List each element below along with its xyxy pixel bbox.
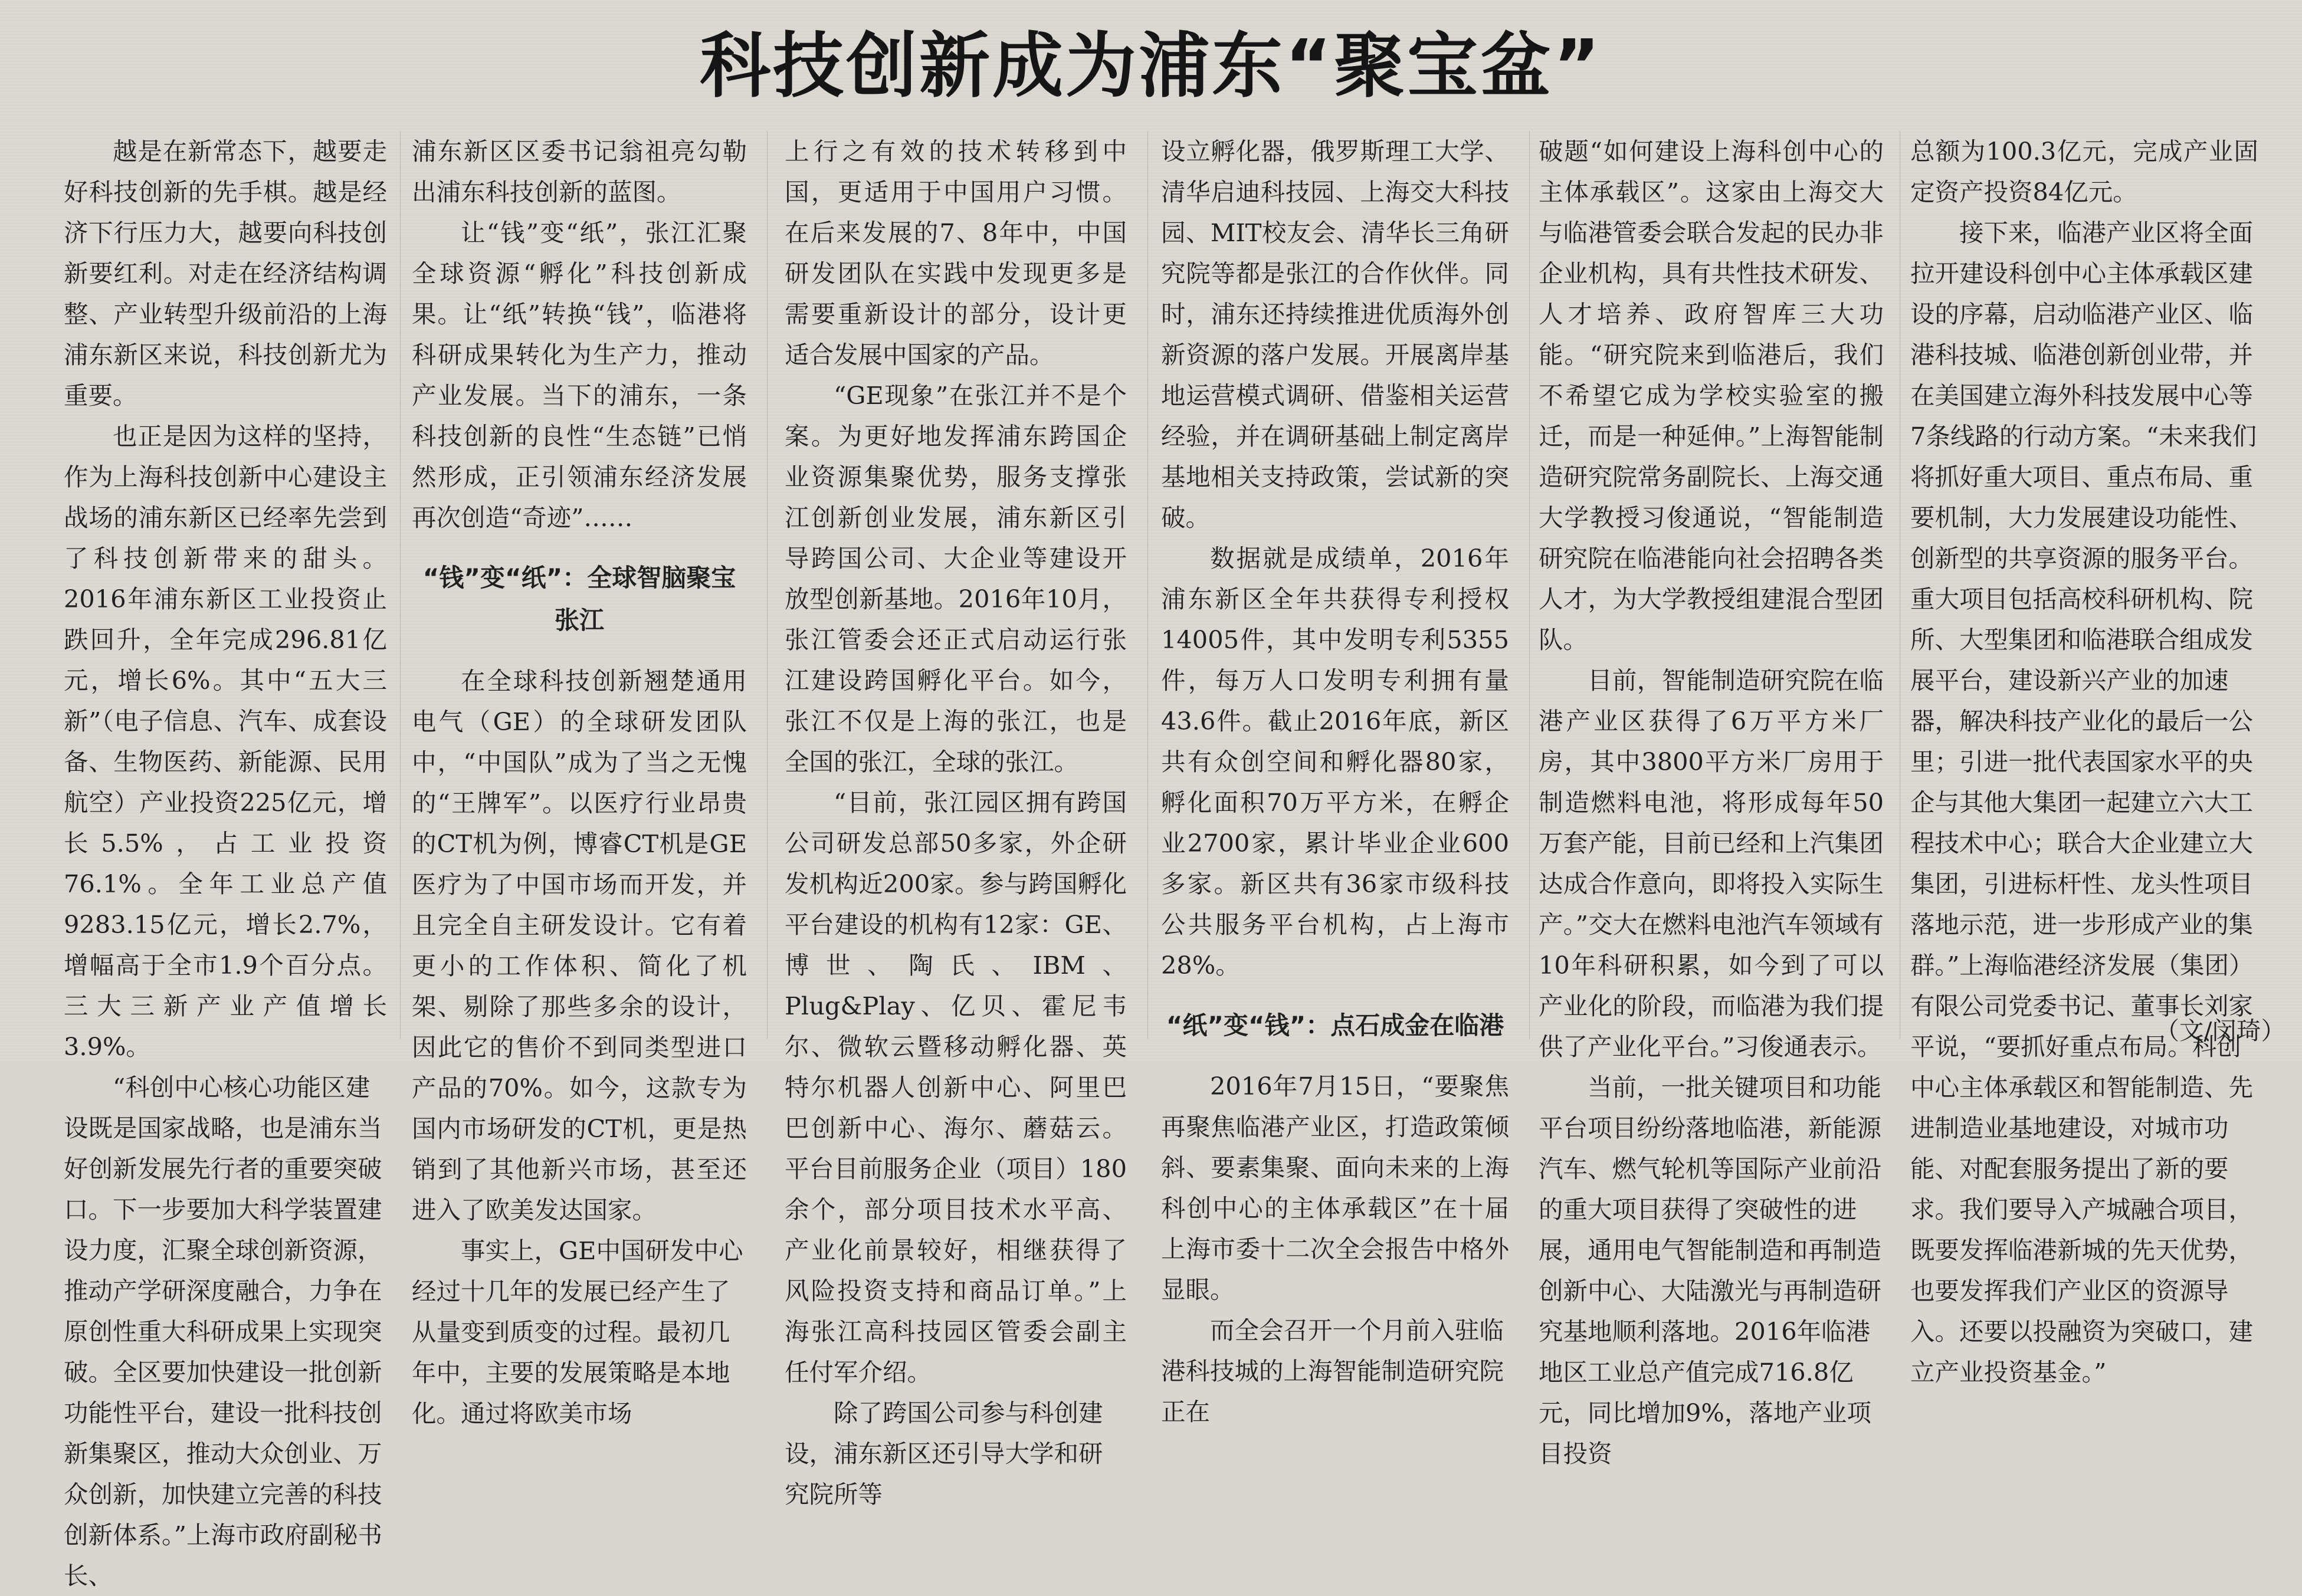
paragraph: “目前，张江园区拥有跨国公司研发总部50多家，外企研发机构近200家。参与跨国孵化平台建设的机构有12家：GE、博世、陶氏、IBM、Plug&Play、亿贝、霍尼韦尔、微软云暨移动孵化器、英特尔机器人创新中心、阿里巴巴创新中心、海尔、蘑菇云。平台目前服务企业（项目）180余个，部分项目技术水平高、产业化前景较好，相继获得了风险投资支持和商品订单。”上海张江高科技园区管委会副主任付军介绍。 bbox=[785, 788, 1127, 1387]
paragraph: 而全会召开一个月前入驻临港科技城的上海智能制造研究院正在 bbox=[1161, 1316, 1504, 1426]
section-subhead: “钱”变“纸”：全球智脑聚宝张江 bbox=[422, 563, 736, 635]
paragraph: 设立孵化器，俄罗斯理工大学、清华启迪科技园、上海交大科技园、MIT校友会、清华长三角研究院等都是张江的合作伙伴。同时，浦东还持续推进优质海外创新资源的落户发展。开展离岸基地运营模式调研、借鉴相关运营经验，并在调研基础上制定离岸基地相关支持政策，尝试新的突破。 bbox=[1161, 137, 1509, 532]
paragraph: 让“钱”变“纸”，张江汇聚全球资源“孵化”科技创新成果。让“纸”转换“钱”，临港将科研成果转化为生产力，推动产业发展。当下的浦东，一条科技创新的良性“生态链”已悄然形成，正引领浦东经济发展再次创造“奇迹”…… bbox=[412, 218, 747, 532]
column-divider bbox=[767, 131, 768, 1039]
paragraph: “GE现象”在张江并不是个案。为更好地发挥浦东跨国企业资源集聚优势，服务支撑张江创新创业发展，浦东新区引导跨国公司、大企业等建设开放型创新基地。2016年10月，张江管委会还正式启动运行张江建设跨国孵化平台。如今，张江不仅是上海的张江，也是全国的张江，全球的张江。 bbox=[785, 381, 1127, 776]
section-subhead: “纸”变“钱”：点石成金在临港 bbox=[1166, 1011, 1504, 1040]
paragraph: 破题“如何建设上海科创中心的主体承载区”。这家由上海交大与临港管委会联合发起的民办非企业机构，具有共性技术研发、人才培养、政府智库三大功能。“研究院来到临港后，我们不希望它成为学校实验室的搬迁，而是一种延伸。”上海智能制造研究院常务副院长、上海交通大学教授习俊通说，“智能制造研究院在临港能向社会招聘各类人才，为大学教授组建混合型团队。 bbox=[1539, 137, 1884, 654]
article-column-5 bbox=[1539, 131, 1884, 1468]
column-divider bbox=[1529, 131, 1530, 1039]
column-divider bbox=[1147, 131, 1148, 1039]
article-column-4 bbox=[1161, 131, 1509, 1426]
paragraph: 目前，智能制造研究院在临港产业区获得了6万平方米厂房，其中3800平方米厂房用于制造燃料电池，将形成每年50万套产能，目前已经和上汽集团达成合作意向，即将投入实际生产。”交大在燃料电池汽车领域有10年科研积累，如今到了可以产业化的阶段，而临港为我们提供了产业化平台。”习俊通表示。 bbox=[1539, 666, 1884, 1061]
paragraph: “科创中心核心功能区建设既是国家战略，也是浦东当好创新发展先行者的重要突破口。下一步要加大科学装置建设力度，汇聚全球创新资源，推动产学研深度融合，力争在原创性重大科研成果上实现突破。全区要加快建设一批创新功能性平台，建设一批科技创新集聚区，推动大众创业、万众创新，加快建立完善的科技创新体系。”上海市政府副秘书长、 bbox=[64, 1073, 382, 1590]
paragraph: 在全球科技创新翘楚通用电气（GE）的全球研发团队中，“中国队”成为了当之无愧的“王牌军”。以医疗行业昂贵的CT机为例，博睿CT机是GE医疗为了中国市场而开发，并且完全自主研发设计。它有着更小的工作体积、简化了机架、剔除了那些多余的设计，因此它的售价不到同类型进口产品的70%。如今，这款专为国内市场研发的CT机，更是热销到了其他新兴市场，甚至还进入了欧美发达国家。 bbox=[412, 666, 747, 1224]
paragraph: 上行之有效的技术转移到中国，更适用于中国用户习惯。在后来发展的7、8年中，中国研发团队在实践中发现更多是需要重新设计的部分，设计更适合发展中国家的产品。 bbox=[785, 137, 1127, 369]
paragraph: 除了跨国公司参与科创建设，浦东新区还引导大学和研究院所等 bbox=[785, 1398, 1103, 1509]
paragraph: 2016年7月15日，“要聚焦再聚焦临港产业区，打造政策倾斜、要素集聚、面向未来的上海科创中心的主体承载区”在十届上海市委十二次全会报告中格外显眼。 bbox=[1161, 1072, 1509, 1304]
paragraph: 浦东新区区委书记翁祖亮勾勒出浦东科技创新的蓝图。 bbox=[412, 137, 747, 206]
paragraph: 总额为100.3亿元，完成产业固定资产投资84亿元。 bbox=[1910, 137, 2258, 206]
byline: （文/闵琦） bbox=[2155, 1016, 2285, 1045]
headline: 科技创新成为浦东“聚宝盆” bbox=[700, 25, 1602, 107]
column-divider bbox=[400, 131, 401, 1039]
article-column-2 bbox=[412, 131, 747, 1428]
article-column-3 bbox=[785, 131, 1127, 1509]
paragraph: 当前，一批关键项目和功能平台项目纷纷落地临港，新能源汽车、燃气轮机等国际产业前沿的重大项目获得了突破性的进展，通用电气智能制造和再制造创新中心、大陆激光与再制造研究基地顺利落地。2016年临港地区工业总产值完成716.8亿元，同比增加9%，落地产业项目投资 bbox=[1539, 1073, 1882, 1468]
paragraph: 也正是因为这样的坚持，作为上海科技创新中心建设主战场的浦东新区已经率先尝到了科技创新带来的甜头。2016年浦东新区工业投资止跌回升，全年完成296.81亿元，增长6%。其中“五大三新”（电子信息、汽车、成套设备、生物医药、新能源、民用航空）产业投资225亿元，增长5.5%，占工业投资76.1%。全年工业总产值9283.15亿元，增长2.7%，增幅高于全市1.9个百分点。三大三新产业产值增长3.9%。 bbox=[64, 422, 387, 1061]
paragraph: 越是在新常态下，越要走好科技创新的先手棋。越是经济下行压力大，越要向科技创新要红利。对走在经济结构调整、产业转型升级前沿的上海浦东新区来说，科技创新尤为重要。 bbox=[64, 137, 387, 410]
paragraph: 接下来，临港产业区将全面拉开建设科创中心主体承载区建设的序幕，启动临港产业区、临港科技城、临港创新创业带，并在美国建立海外科技发展中心等7条线路的行动方案。“未来我们将抓好重大项目、重点布局、重要机制，大力发展建设功能性、创新型的共享资源的服务平台。重大项目包括高校科研机构、院所、大型集团和临港联合组成发展平台，建设新兴产业的加速器，解决科技产业化的最后一公里；引进一批代表国家水平的央企与其他大集团一起建立六大工程技术中心；联合大企业建立大集团，引进标杆性、龙头性项目落地示范，进一步形成产业的集群。”上海临港经济发展（集团）有限公司党委书记、董事长刘家平说，“要抓好重点布局。科创中心主体承载区和智能制造、先进制造业基地建设，对城市功能、对配套服务提出了新的要求。我们要导入产城融合项目，既要发挥临港新城的先天优势，也要发挥我们产业区的资源导入。还要以投融资为突破口，建立产业投资基金。” bbox=[1910, 218, 2257, 1387]
paragraph: 事实上，GE中国研发中心经过十几年的发展已经产生了从量变到质变的过程。最初几年中，主要的发展策略是本地化。通过将欧美市场 bbox=[412, 1236, 743, 1428]
paragraph: 数据就是成绩单，2016年浦东新区全年共获得专利授权14005件，其中发明专利5355件，每万人口发明专利拥有量43.6件。截止2016年底，新区共有众创空间和孵化器80家，孵化面积70万平方米，在孵企业2700家，累计毕业企业600多家。新区共有36家市级科技公共服务平台机构，占上海市28%。 bbox=[1161, 544, 1509, 980]
article-column-1 bbox=[64, 131, 387, 1590]
